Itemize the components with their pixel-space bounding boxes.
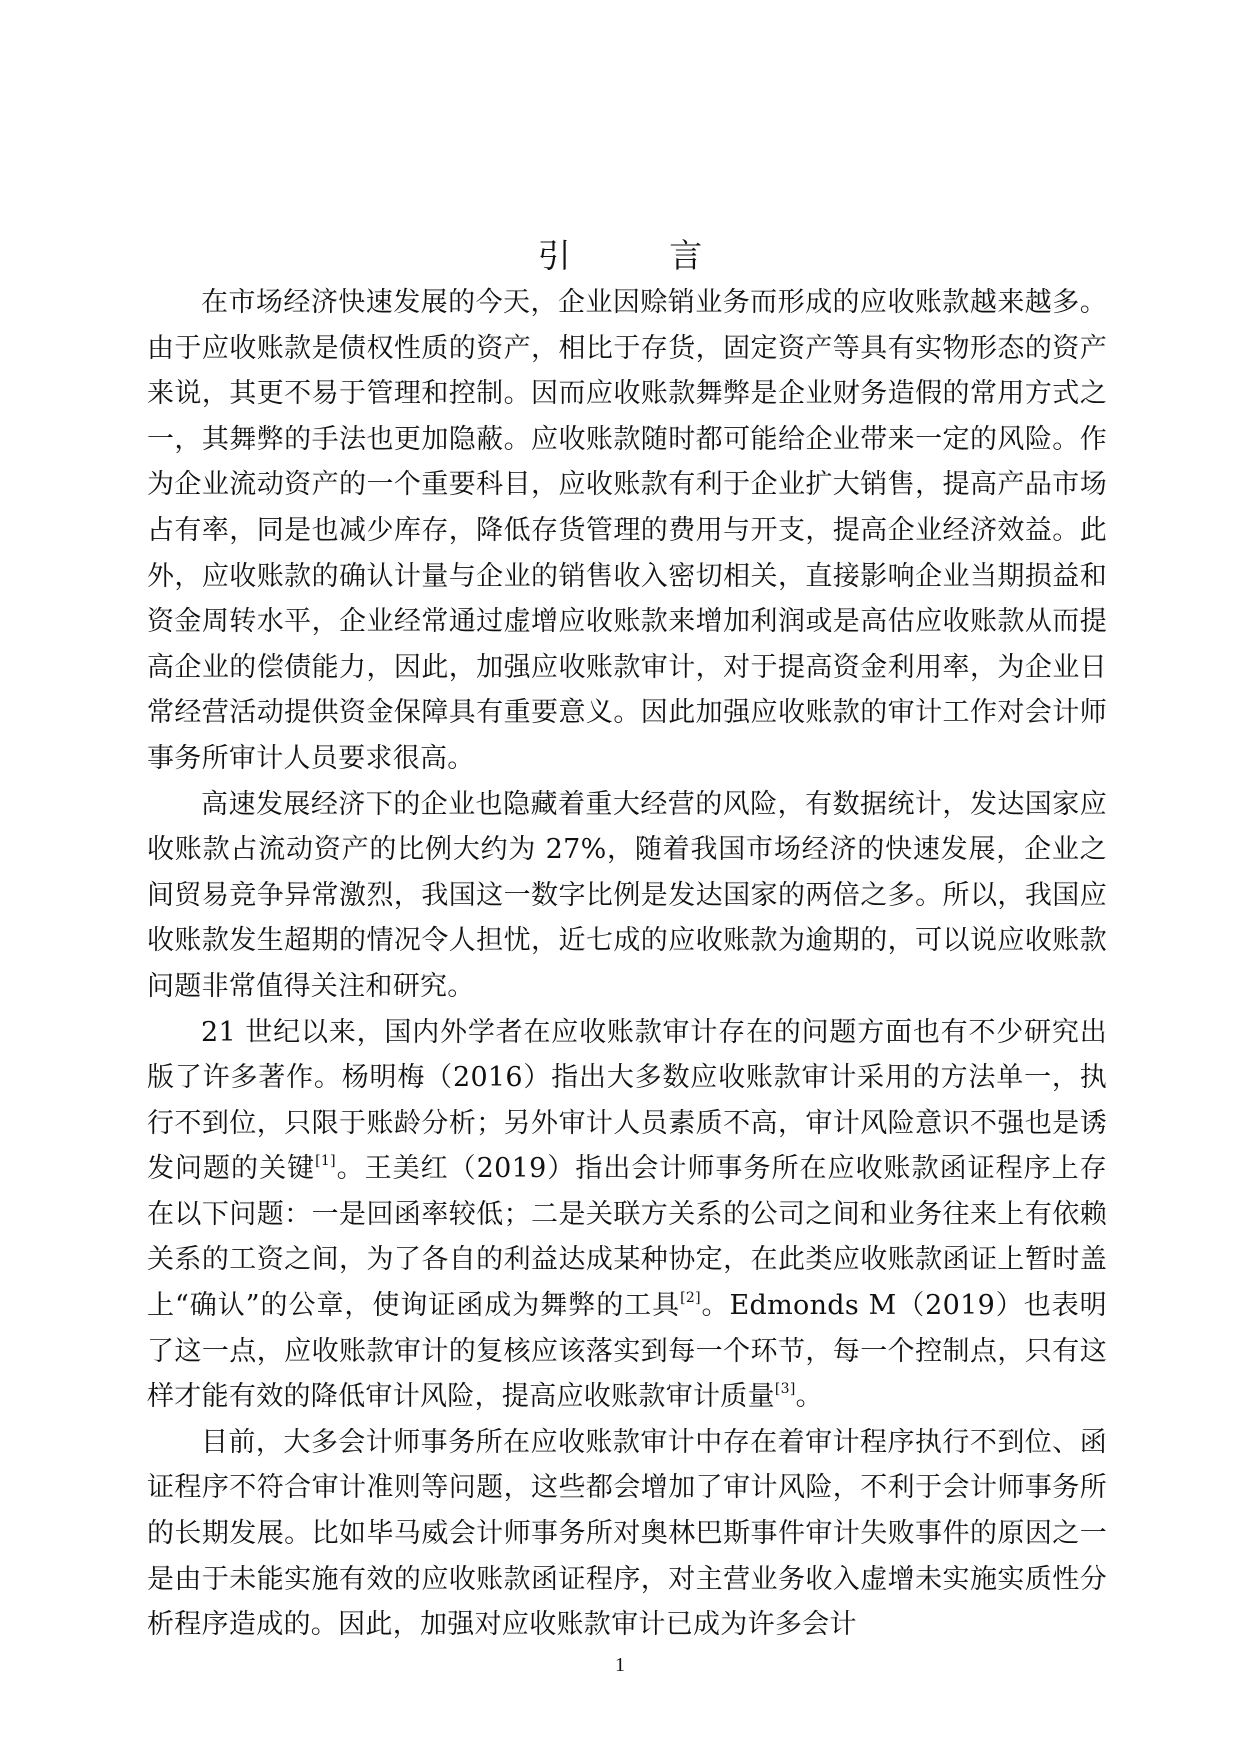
citation-ref-1: [1] — [315, 1153, 336, 1170]
paragraph-text: 高速发展经济下的企业也隐藏着重大经营的风险，有数据统计，发达国家应收账款占流动资产的比例大约为 27%，随着我国市场经济的快速发展，企业之间贸易竞争异常激烈，我国这一数字比例是发达国家的两倍之多。所以，我国应收账款发生超期的情况令人担忧，近七成的应收账款为逾期的，可以说应收账款问题非常值得关注和研究。 — [147, 788, 1107, 1002]
citation-ref-2: [2] — [680, 1290, 701, 1307]
paragraph-text: 目前，大多会计师事务所在应收账款审计中存在着审计程序执行不到位、函证程序不符合审计准则等问题，这些都会增加了审计风险，不利于会计师事务所的长期发展。比如毕马威会计师事务所对奥林巴斯事件审计失败事件的原因之一是由于未能实施有效的应收账款函证程序，对主营业务收入虚增未实施实质性分析程序造成的。因此，加强对应收账款审计已成为许多会计 — [147, 1426, 1107, 1641]
paragraph-4 — [147, 1420, 1107, 1648]
paragraph-text: 在市场经济快速发展的今天，企业因赊销业务而形成的应收账款越来越多。由于应收账款是债权性质的资产，相比于存货，固定资产等具有实物形态的资产来说，其更不易于管理和控制。因而应收账款舞弊是企业财务造假的常用方式之一，其舞弊的手法也更加隐蔽。应收账款随时都可能给企业带来一定的风险。作为企业流动资产的一个重要科目，应收账款有利于企业扩大销售，提高产品市场占有率，同是也减少库存，降低存货管理的费用与开支，提高企业经济效益。此外，应收账款的确认计量与企业的销售收入密切相关，直接影响企业当期损益和资金周转水平，企业经常通过虚增应收账款来增加利润或是高估应收账款从而提高企业的偿债能力，因此，加强应收账款审计，对于提高资金利用率，为企业日常经营活动提供资金保障具有重要意义。因此加强应收账款的审计工作对会计师事务所审计人员要求很高。 — [147, 287, 1107, 774]
section-title: 引 言 — [537, 236, 747, 275]
paragraph-text: 。Edmonds M（2019）也表明了这一点，应收账款审计的复核应该落实到每一个环节，每一个控制点，只有这样才能有效的降低审计风险，提高应收账款审计质量 — [147, 1290, 1107, 1413]
paragraph-text: 。 — [795, 1381, 823, 1413]
paragraph-text: 。王美红（2019）指出会计师事务所在应收账款函证程序上存在以下问题：一是回函率较低；二是关联方关系的公司之间和业务往来上有依赖关系的工资之间，为了各自的利益达成某种协定，在此类应收账款函证上暂时盖上“确认”的公章，使询证函成为舞弊的工具 — [147, 1153, 1107, 1322]
citation-ref-3: [3] — [774, 1381, 796, 1398]
paragraph-3 — [147, 1010, 1107, 1420]
paragraph-text: 21 世纪以来，国内外学者在应收账款审计存在的问题方面也有不少研究出版了许多著作。杨明梅（2016）指出大多数应收账款审计采用的方法单一，执行不到位，只限于账龄分析；另外审计人员素质不高，审计风险意识不强也是诱发问题的关键 — [147, 1016, 1107, 1185]
body-text — [147, 280, 1107, 1648]
paragraph-1 — [147, 280, 1107, 782]
page-number: 1 — [615, 1654, 625, 1676]
paragraph-2 — [147, 782, 1107, 1010]
